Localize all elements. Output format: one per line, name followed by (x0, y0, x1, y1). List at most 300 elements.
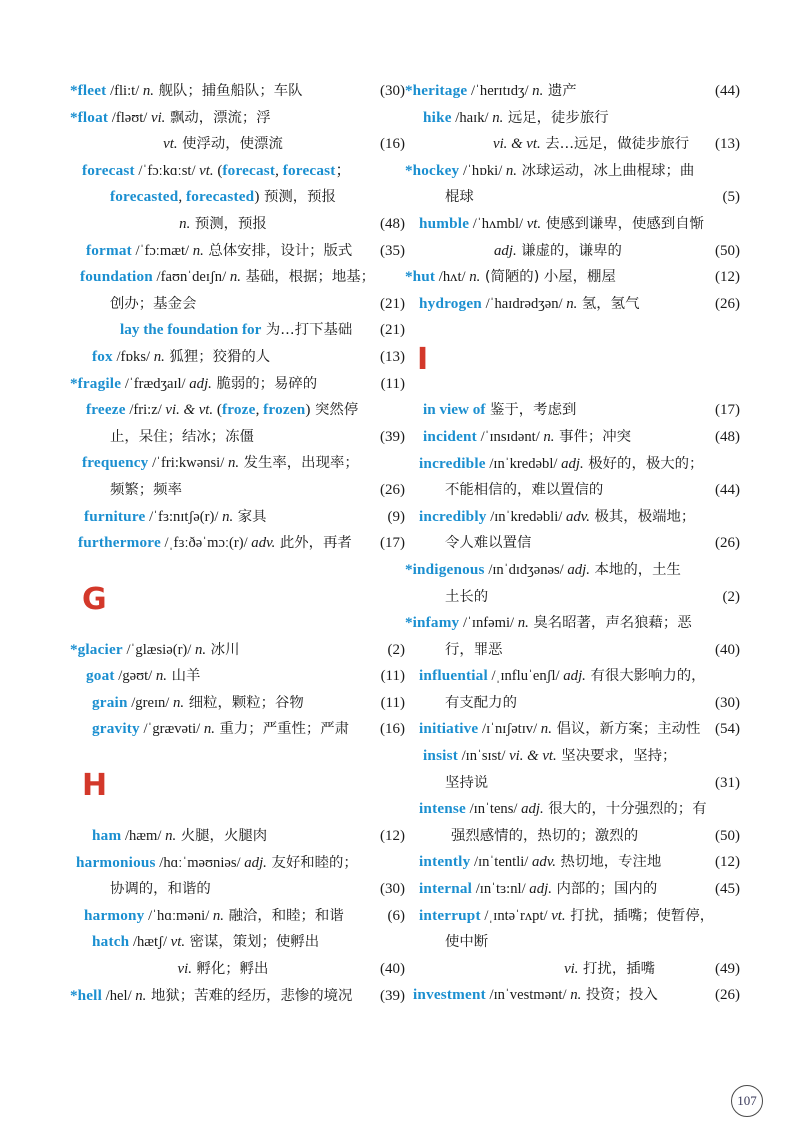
token-pos: adv. (532, 854, 556, 871)
token-def: 突然停 (310, 402, 359, 419)
token-def: 谦虚的，谦卑的 (516, 242, 622, 259)
token-pos: n. (203, 721, 215, 738)
entry-line (70, 477, 405, 504)
page-reference: (48) (380, 215, 405, 232)
entry-line (70, 823, 405, 850)
token-hw: forecast (282, 161, 336, 179)
page-reference: (50) (715, 242, 740, 259)
token-def: 很大的，十分强烈的；有 (543, 801, 707, 818)
entry-line (70, 690, 405, 717)
token-def: 打扰，插嘴 (578, 960, 655, 977)
entry-hydrogen (405, 291, 740, 318)
entry-furthermore (70, 530, 405, 557)
token-pos: n. (566, 295, 578, 312)
token-phon: /greɪn/ (127, 694, 174, 711)
token-def: (简陋的) 小屋，棚屋 (480, 269, 616, 286)
entry-line (405, 158, 740, 185)
entry-interrupt (405, 903, 740, 983)
token-pos: n. (135, 987, 147, 1004)
token-hw: furniture (84, 507, 146, 525)
token-plain: , (178, 188, 186, 206)
page-reference: (11) (380, 375, 405, 392)
entry-line-text (405, 530, 711, 557)
token-phon: /hɑːˈməʊniəs/ (155, 854, 245, 871)
token-def: 家具 (233, 508, 267, 525)
token-pos: adv. (565, 508, 590, 525)
page-reference: (44) (715, 83, 740, 99)
page-reference: (39) (380, 428, 405, 445)
token-def: 极好的，极大的； (583, 455, 704, 472)
token-plain: , (255, 401, 264, 419)
entry-incredibly (405, 504, 740, 557)
entry-harmony (70, 903, 405, 930)
token-star: * (405, 82, 413, 99)
token-pos: vi. (177, 961, 192, 978)
entry-hike (405, 105, 740, 158)
token-pos: vi. & vt. (493, 136, 541, 153)
entry-line (70, 876, 405, 903)
page-reference: (54) (715, 721, 740, 738)
token-hw: incredible (419, 454, 486, 472)
page-reference: (26) (715, 295, 740, 312)
token-def: 冰球运动，冰上曲棍球；曲 (517, 162, 695, 179)
entry-line (405, 637, 740, 664)
entry-line-text (405, 637, 711, 664)
page-reference: (40) (380, 961, 405, 978)
page-reference: (39) (380, 987, 405, 1004)
page-reference: (17) (380, 535, 405, 552)
entry-intently (405, 849, 740, 876)
token-hw: fragile (77, 374, 122, 392)
token-def: 行，罪恶 (445, 641, 503, 658)
token-plain: ) (254, 188, 260, 206)
entry-line-text (70, 291, 376, 318)
entry-line-text (405, 903, 736, 930)
entry-line (405, 424, 740, 451)
page-reference: (2) (722, 588, 740, 605)
entry-line (405, 610, 740, 637)
entry-line-text (70, 929, 401, 956)
entry-line-text (70, 504, 384, 531)
entry-line-text (70, 903, 384, 930)
entry-goat (70, 663, 405, 690)
token-star: * (70, 374, 78, 392)
page-reference: (26) (715, 535, 740, 552)
entry-line (70, 397, 405, 424)
token-hw: hockey (412, 161, 460, 179)
entry-line-text (70, 371, 377, 398)
entry-line (70, 530, 405, 557)
token-star: * (405, 161, 413, 179)
entry-line (70, 956, 405, 983)
token-hw: harmony (84, 906, 145, 924)
entry-line-text (405, 584, 719, 611)
entry-line-text (70, 184, 401, 211)
token-def: 强烈感情的，热切的；激烈的 (451, 827, 639, 844)
token-def: 倡议，新方案；主动性 (551, 721, 701, 738)
token-hw: forecasted (185, 188, 255, 206)
token-def: 重力；严重性；严肃 (214, 721, 350, 738)
token-pos: n. (165, 828, 177, 845)
entry-hell (70, 983, 405, 1010)
entry-line-text (405, 743, 736, 770)
token-pos: vt. (526, 215, 542, 232)
section-letter-glyph: I (417, 342, 429, 378)
entry-hatch (70, 929, 405, 982)
entry-line-text (405, 504, 736, 531)
token-def: 棍球 (445, 189, 474, 206)
page-reference: (2) (387, 641, 405, 658)
token-phon: /ˌɪntəˈrʌpt/ (480, 907, 552, 924)
token-def: 使中断 (445, 934, 489, 951)
token-phon: /hʌt/ (435, 269, 470, 286)
token-def: 协调的，和谐的 (110, 881, 211, 898)
section-letter-glyph: G (82, 581, 107, 617)
token-hw: humble (419, 214, 470, 232)
entry-line (70, 371, 405, 398)
token-def: 去…远足，做徒步旅行 (540, 136, 690, 153)
token-pos: n. (153, 348, 165, 365)
entry-line (70, 504, 405, 531)
token-pos: adj. (494, 242, 517, 259)
token-def: 使感到谦卑，使感到自惭 (541, 215, 704, 232)
entry-ham (70, 823, 405, 850)
page-reference: (21) (380, 295, 405, 312)
token-phon: /ɪnˈtentli/ (470, 854, 533, 871)
token-star: * (70, 108, 78, 126)
token-hw: hut (412, 268, 436, 286)
token-hw: investment (413, 986, 486, 1004)
entry-line-text (405, 131, 711, 158)
entry-line-text (405, 876, 711, 903)
entry-line (405, 796, 740, 823)
token-pos: n. (195, 641, 207, 658)
entry-line-text (405, 78, 711, 105)
token-phon: /fləʊt/ (108, 109, 151, 126)
section-letter-glyph: H (82, 768, 108, 804)
entry-line-text (405, 397, 711, 424)
entry-line-text (70, 450, 401, 477)
token-hw: fox (92, 347, 113, 365)
token-pos: n. (570, 987, 582, 1004)
token-plain: , (275, 161, 283, 179)
entry-line (405, 530, 740, 557)
entry-hut (405, 264, 740, 291)
token-phon: /ˈfɜ:nɪtʃə(r)/ (145, 508, 223, 525)
token-phon: /ˈhaɪdrədʒən/ (481, 295, 567, 312)
token-def: 打扰，插嘴；使暂停， (565, 907, 715, 924)
entry-line (405, 184, 740, 211)
token-hw: frequency (82, 454, 149, 472)
token-pos: adj. (529, 881, 552, 898)
entry-fox (70, 344, 405, 371)
token-def: 氢，氢气 (577, 295, 640, 312)
token-pos: vi. & vt. (509, 748, 557, 765)
entry-float (70, 105, 405, 158)
token-phon: /ˈfɔːkɑːst/ (134, 162, 200, 179)
page-reference: (30) (380, 881, 405, 898)
token-hw: hell (77, 986, 103, 1004)
entry-line (405, 291, 740, 318)
entry-line-text (70, 78, 376, 105)
entry-line (405, 451, 740, 478)
token-def: 内部的；国内的 (551, 881, 658, 898)
entry-humble (405, 211, 740, 264)
entry-line (405, 78, 740, 105)
entry-line (70, 317, 405, 344)
entry-line (405, 504, 740, 531)
entry-line (405, 105, 740, 132)
token-hw: freeze (86, 401, 126, 419)
token-def: 令人难以置信 (445, 535, 532, 552)
token-star: * (70, 640, 78, 658)
entry-line-text (70, 663, 377, 690)
token-def: 融洽，和睦；和谐 (224, 907, 344, 924)
entry-line-text (405, 770, 711, 797)
entry-line (70, 903, 405, 930)
entry-infamy (405, 610, 740, 663)
token-phon: /ɪnˈdɪdʒənəs/ (484, 561, 568, 578)
entry-line (70, 716, 405, 743)
page-reference: (40) (715, 641, 740, 658)
section-letter-G (82, 581, 405, 617)
token-hw: influential (419, 667, 488, 685)
token-pos: vi. (151, 109, 166, 126)
token-hw: incredibly (419, 507, 487, 525)
token-hw: foundation (80, 268, 153, 286)
page-reference: (13) (715, 136, 740, 153)
entry-indigenous (405, 557, 740, 610)
entry-line-text (70, 131, 376, 158)
token-def: 密谋，策划；使孵出 (185, 934, 320, 951)
entry-furniture (70, 504, 405, 531)
token-def: 狐狸；狡猾的人 (164, 348, 271, 365)
entry-line-text (70, 530, 376, 557)
entry-line (405, 211, 740, 238)
entry-internal (405, 876, 740, 903)
token-phon: /faʊnˈdeɪʃn/ (152, 269, 230, 286)
entry-line-text (70, 397, 401, 424)
entry-line (405, 929, 740, 956)
entry-line (70, 238, 405, 265)
entry-line-text (70, 876, 376, 903)
token-def: 坚决要求，坚持； (556, 748, 677, 765)
entry-line-text (70, 823, 376, 850)
entry-gravity (70, 716, 405, 743)
token-pos: adj. (521, 801, 544, 818)
entry-line-text (405, 238, 711, 265)
token-def: 鉴于，考虑到 (485, 402, 577, 419)
token-phon: /ˈfɔːmæt/ (131, 242, 193, 259)
entry-line (405, 956, 740, 983)
token-pos: vt. (163, 136, 178, 153)
entry-line (70, 264, 405, 291)
entry-freeze (70, 397, 405, 450)
token-phon: /ɪnˈtens/ (465, 801, 522, 818)
page-reference: (6) (387, 907, 405, 924)
page-reference: (50) (715, 827, 740, 844)
entry-line-text (405, 451, 736, 478)
token-pos: n. (540, 721, 552, 738)
entry-glacier (70, 637, 405, 664)
token-hw: forecasted (110, 188, 179, 206)
token-phon: /ˌfɜːðəˈmɔː(r)/ (160, 535, 252, 552)
entry-line-text (405, 716, 711, 743)
token-hw: furthermore (78, 534, 161, 552)
entry-line-text (405, 477, 711, 504)
entry-line-text (405, 610, 736, 637)
token-phon: /fɒks/ (112, 348, 154, 365)
token-def: 孵化；孵出 (191, 961, 269, 978)
token-def: 有支配力的 (445, 694, 517, 711)
token-hw: indigenous (412, 560, 485, 578)
entry-line-text (405, 796, 736, 823)
entry-line (70, 158, 405, 185)
token-def: 为…打下基础 (261, 322, 353, 339)
token-phon: /gəʊt/ (114, 668, 156, 685)
page-reference: (13) (380, 348, 405, 365)
token-hw: infamy (412, 614, 460, 632)
entry-line-text (405, 663, 736, 690)
token-def: 预测，预报 (259, 189, 336, 206)
token-pos: n. (227, 455, 240, 472)
entry-influential (405, 663, 740, 716)
token-pos: n. (532, 83, 544, 99)
token-phon: /hætʃ/ (129, 934, 171, 951)
token-hw: grain (92, 693, 128, 711)
page-reference: (11) (380, 694, 405, 711)
token-hw: interrupt (419, 906, 481, 924)
token-hw: forecast (222, 161, 276, 179)
page-reference: (45) (715, 881, 740, 898)
token-phon: /ˈhɒki/ (459, 162, 506, 179)
token-hw: fleet (77, 82, 107, 99)
token-def: 发生率，出现率； (239, 455, 359, 472)
entry-line (70, 184, 405, 211)
left-column (70, 78, 405, 1009)
entry-line (70, 663, 405, 690)
entry-line-text (405, 956, 711, 983)
token-pos: n. (212, 907, 225, 924)
token-hw: hatch (92, 933, 130, 951)
entry-line (405, 131, 740, 158)
token-pos: n. (505, 162, 518, 179)
entry-line (405, 876, 740, 903)
token-def: 此外，再者 (275, 535, 352, 552)
entry-line-text (405, 184, 719, 211)
page-reference: (35) (380, 242, 405, 259)
entry-fleet (70, 78, 405, 105)
token-pos: adj. (563, 668, 586, 685)
token-pos: n. (469, 269, 481, 286)
entry-line (70, 291, 405, 318)
token-star: * (405, 614, 413, 632)
token-hw: glacier (77, 640, 123, 658)
entry-frequency (70, 450, 405, 503)
page-reference: (11) (380, 668, 405, 685)
page-reference: (16) (380, 721, 405, 738)
entry-line-text (70, 983, 376, 1010)
token-phon: /ɪnˈtɜ:nl/ (472, 881, 530, 898)
token-def: 臭名昭著，声名狼藉；恶 (528, 615, 692, 632)
token-phon: /hel/ (102, 987, 136, 1004)
section-letter-H (82, 768, 405, 804)
entry-line-text (70, 105, 401, 132)
entry-line-text (70, 716, 376, 743)
token-plain: ( (213, 401, 222, 419)
entry-line (405, 264, 740, 291)
page-reference: (30) (380, 83, 405, 99)
token-def: 频繁；频率 (110, 481, 182, 498)
token-phon: /ˈfrædʒaɪl/ (121, 375, 190, 392)
page-reference: (30) (715, 694, 740, 711)
entry-line-text (405, 823, 711, 850)
entry-line-text (70, 477, 376, 504)
entry-foundation (70, 264, 405, 344)
token-def: 本地的，土生 (589, 561, 681, 578)
token-phon: /fri:z/ (125, 402, 166, 419)
token-hw: intently (419, 853, 471, 871)
token-pos: vi. (564, 960, 579, 977)
section-letter-I (417, 342, 740, 378)
token-def: 火腿，火腿肉 (176, 828, 268, 845)
token-def: 使浮动，使漂流 (177, 136, 283, 153)
token-hw: intense (419, 800, 466, 818)
entry-line (405, 849, 740, 876)
entry-line-text (405, 291, 711, 318)
entry-line (405, 397, 740, 424)
entry-line-text (405, 849, 711, 876)
page-reference: (49) (715, 960, 740, 977)
token-phon: /ɪnˈsɪst/ (457, 748, 510, 765)
token-phon: /ˌɪnfluˈenʃl/ (487, 668, 564, 685)
token-hw: internal (419, 880, 473, 898)
token-def: 土长的 (445, 588, 489, 605)
token-star: * (405, 560, 413, 578)
token-plain: ； (335, 161, 351, 179)
entry-line (70, 105, 405, 132)
entry-line (70, 131, 405, 158)
token-def: 极其，极端地； (589, 508, 696, 525)
token-phon: /hæm/ (121, 828, 166, 845)
token-phon: /ɪnˈvestmənt/ (485, 987, 571, 1004)
entry-line-text (70, 690, 377, 717)
page-reference: (9) (387, 508, 405, 525)
token-def: 热切地，专注地 (555, 854, 662, 871)
entry-line (405, 477, 740, 504)
page-reference: (31) (715, 774, 740, 791)
entry-incredible (405, 451, 740, 504)
entry-line (405, 557, 740, 584)
entry-line-text (405, 424, 711, 451)
token-pos: vt. (170, 934, 186, 951)
token-pos: n. (517, 615, 529, 632)
token-hw: goat (86, 667, 115, 685)
token-pos: vt. (551, 907, 566, 924)
page-reference: (17) (715, 402, 740, 419)
entry-line (405, 982, 740, 1009)
token-def: 地狱；苦难的经历，悲惨的境况 (146, 987, 353, 1004)
page-reference: (26) (715, 987, 740, 1004)
entry-forecast (70, 158, 405, 238)
token-phon: /ˈɪnsɪdənt/ (476, 428, 544, 445)
entry-line (70, 637, 405, 664)
entry-intense (405, 796, 740, 849)
token-pos: n. (543, 428, 555, 445)
entry-line (405, 716, 740, 743)
token-pos: n. (222, 508, 234, 525)
page-reference: (26) (380, 481, 405, 498)
